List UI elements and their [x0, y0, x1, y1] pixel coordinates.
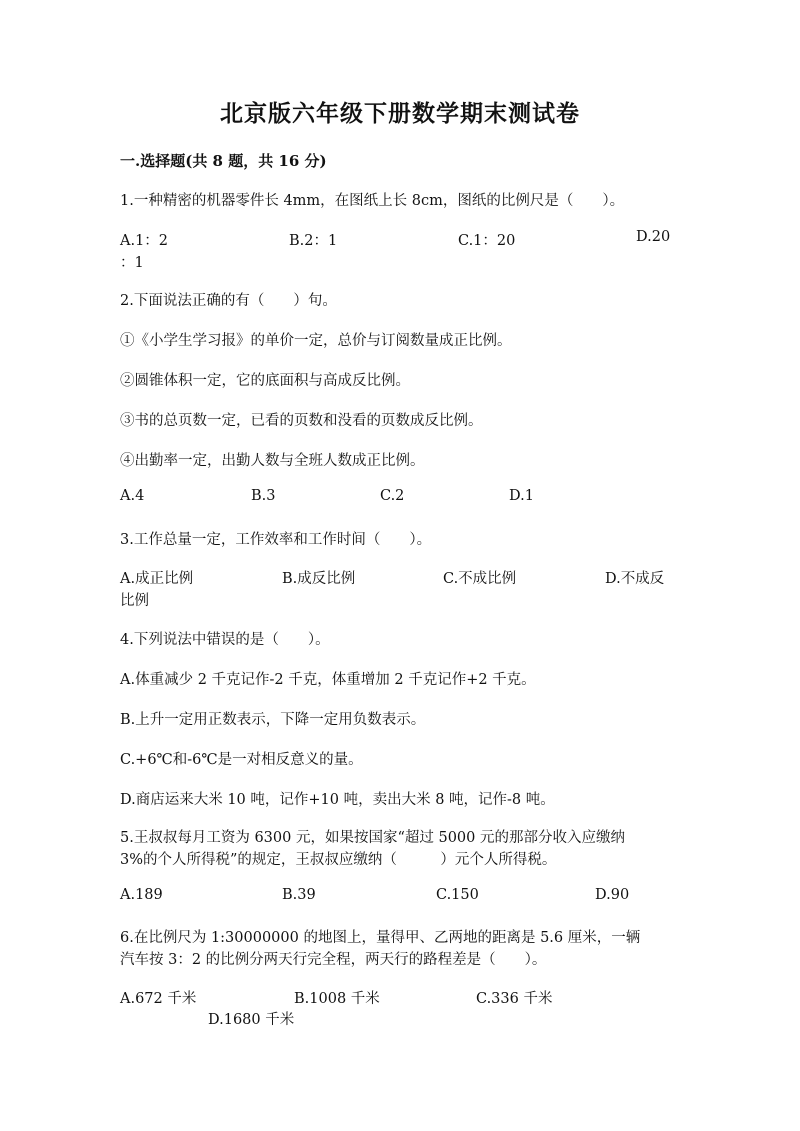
question-2-option-c: C.2 — [380, 488, 405, 504]
question-2-statement-2: ②圆锥体积一定，它的底面积与高成反比例。 — [120, 373, 410, 389]
question-5-option-a: A.189 — [120, 887, 163, 903]
question-6-option-a: A.672 千米 — [120, 991, 197, 1007]
question-6-option-b: B.1008 千米 — [294, 991, 380, 1007]
question-2-option-a: A.4 — [120, 488, 145, 504]
question-5-text-line-1: 5.王叔叔每月工资为 6300 元，如果按国家“超过 5000 元的那部分收入应缴纳 — [120, 830, 625, 846]
question-1-option-d: D.20 — [636, 229, 671, 245]
question-3-option-d-wrap: 比例 — [120, 593, 149, 609]
page-title: 北京版六年级下册数学期末测试卷 — [220, 100, 580, 127]
question-6-option-d: D.1680 千米 — [208, 1012, 295, 1028]
question-6-text-line-1: 6.在比例尺为 1:30000000 的地图上，量得甲、乙两地的距离是 5.6 厘米，一辆 — [120, 930, 641, 946]
question-4-option-d: D.商店运来大米 10 吨，记作+10 吨，卖出大米 8 吨，记作-8 吨。 — [120, 792, 555, 808]
question-3-option-b: B.成反比例 — [282, 571, 356, 587]
question-5-option-d: D.90 — [595, 887, 630, 903]
question-1-option-a: A.1：2 — [120, 233, 169, 249]
question-5-text-line-2: 3%的个人所得税”的规定，王叔叔应缴纳（ ）元个人所得税。 — [120, 852, 557, 868]
question-6-text-line-2: 汽车按 3：2 的比例分两天行完全程，两天行的路程差是（ ）。 — [120, 952, 547, 968]
question-3-option-a: A.成正比例 — [120, 571, 194, 587]
question-3-option-c: C.不成比例 — [443, 571, 517, 587]
question-4-option-b: B.上升一定用正数表示，下降一定用负数表示。 — [120, 712, 426, 728]
question-1-option-c: C.1：20 — [458, 233, 516, 249]
question-5-option-c: C.150 — [436, 887, 479, 903]
question-1-option-b: B.2：1 — [289, 233, 338, 249]
question-4-option-a: A.体重减少 2 千克记作-2 千克，体重增加 2 千克记作+2 千克。 — [120, 672, 536, 688]
question-6-option-c: C.336 千米 — [476, 991, 553, 1007]
question-4-text: 4.下列说法中错误的是（ ）。 — [120, 632, 330, 648]
question-3-text: 3.工作总量一定，工作效率和工作时间（ ）。 — [120, 532, 432, 548]
question-2-statement-3: ③书的总页数一定，已看的页数和没看的页数成反比例。 — [120, 413, 483, 429]
section-heading: 一.选择题(共 8 题，共 16 分) — [120, 152, 327, 170]
question-5-option-b: B.39 — [282, 887, 316, 903]
question-1-option-d-wrap: ：1 — [120, 255, 144, 271]
question-4-option-c: C.+6℃和-6℃是一对相反意义的量。 — [120, 752, 363, 768]
question-2-option-d: D.1 — [509, 488, 534, 504]
question-2-option-b: B.3 — [251, 488, 276, 504]
question-1-text: 1.一种精密的机器零件长 4mm，在图纸上长 8cm，图纸的比例尺是（ ）。 — [120, 193, 625, 209]
question-3-option-d: D.不成反 — [605, 571, 665, 587]
question-2-statement-4: ④出勤率一定，出勤人数与全班人数成正比例。 — [120, 453, 425, 469]
question-2-text: 2.下面说法正确的有（ ）句。 — [120, 293, 337, 309]
question-2-statement-1: ①《小学生学习报》的单价一定，总价与订阅数量成正比例。 — [120, 333, 512, 349]
